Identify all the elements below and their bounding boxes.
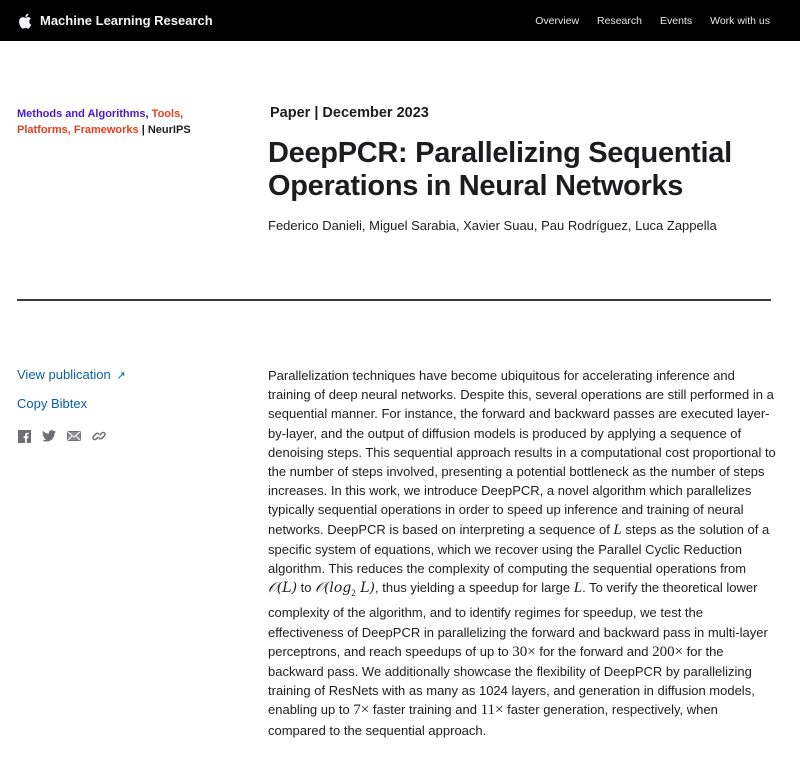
math-30x: 30× bbox=[512, 643, 536, 660]
nav-link-research[interactable]: Research bbox=[597, 14, 642, 27]
math-big-o-log2-L bbox=[315, 580, 375, 599]
authors-list: Federico Danieli, Miguel Sarabia, Xavier Suau, Pau Rodríguez, Luca Zappella bbox=[268, 218, 717, 233]
abstract-segment: to bbox=[297, 580, 316, 596]
math-expr: 𝒪(log bbox=[315, 580, 352, 597]
math-L bbox=[613, 522, 621, 538]
tag-tools-platforms-frameworks[interactable]: Tools, Platforms, Frameworks bbox=[17, 108, 184, 136]
venue-label: NeurIPS bbox=[147, 124, 191, 136]
tag-methods-and-algorithms[interactable]: Methods and Algorithms bbox=[17, 108, 146, 120]
brand-title: Machine Learning Research bbox=[40, 13, 213, 28]
venue-separator: | bbox=[138, 124, 148, 136]
math-var: L bbox=[573, 580, 583, 597]
math-var: L bbox=[613, 521, 622, 538]
external-arrow-icon: ↗ bbox=[116, 370, 126, 382]
copy-bibtex-button[interactable]: Copy Bibtex bbox=[17, 396, 88, 411]
main-nav bbox=[517, 0, 770, 41]
math-11x: 11× bbox=[480, 702, 504, 719]
publication-actions bbox=[17, 366, 217, 443]
view-publication-label: View publication bbox=[17, 367, 111, 382]
tag-separator: , bbox=[145, 108, 152, 120]
top-navigation-bar bbox=[0, 0, 800, 41]
brand-home-link[interactable] bbox=[18, 0, 213, 41]
nav-link-overview[interactable]: Overview bbox=[535, 14, 580, 27]
paper-kicker: Paper | December 2023 bbox=[270, 105, 429, 121]
view-publication-link[interactable] bbox=[17, 366, 217, 384]
math-expr: L) bbox=[355, 580, 375, 597]
abstract-segment: . To verify the theoretical lower complexity of the algorithm, and to identify regimes for speedup, we test the effectiveness of DeepPCR in parallelizing the forward and backward pass in multi-layer perceptrons, and reach speedups of up to bbox=[268, 580, 768, 659]
math-expr: 𝒪(L) bbox=[268, 580, 298, 597]
math-subscript: 2 bbox=[351, 588, 356, 599]
nav-link-events[interactable]: Events bbox=[659, 14, 693, 27]
twitter-icon[interactable] bbox=[42, 429, 56, 443]
abstract-segment: faster generation, respectively, when compared to the sequential approach. bbox=[268, 702, 718, 738]
page-title: DeepPCR: Parallelizing Sequential Operations in Neural Networks bbox=[268, 137, 732, 202]
topic-tags bbox=[17, 106, 217, 138]
abstract-segment: for the backward pass. We additionally showcase the flexibility of DeepPCR by parallelizing training of ResNets with as many as 1024 layers, and generation in diffusion models, enabling up to bbox=[268, 643, 755, 718]
abstract-segment: steps as the solution of a specific system of equations, which we recover using the Parallel Cyclic Reduction algorithm. This reduces the complexity of computing the sequential operations from bbox=[268, 521, 770, 577]
math-200x: 200× bbox=[652, 643, 684, 660]
abstract-segment: faster training and bbox=[369, 702, 481, 718]
math-L bbox=[574, 580, 582, 596]
section-divider bbox=[17, 299, 771, 301]
nav-link-work-with-us[interactable]: Work with us bbox=[710, 14, 770, 27]
abstract-segment: , thus yielding a speedup for large bbox=[375, 580, 574, 596]
abstract-text bbox=[268, 366, 778, 740]
math-big-o-L bbox=[268, 580, 297, 596]
share-buttons bbox=[17, 429, 217, 443]
email-icon[interactable] bbox=[67, 429, 81, 443]
abstract-segment: Parallelization techniques have become ubiquitous for accelerating inference and training of deep neural networks. Despite this, several operations are still performed in a sequential manner. For instance, the forward and backward passes are executed layer-by-layer, and the output of diffusion models is produced by applying a sequence of denoising steps. This sequential approach results in a computational cost proportional to the number of steps involved, presenting a potential bottleneck as the number of steps increases. In this work, we introduce DeepPCR, a novel algorithm which parallelizes typically sequential operations in order to speed up inference and training of neural networks. DeepPCR is based on interpreting a sequence of bbox=[268, 368, 776, 537]
abstract-segment: for the forward and bbox=[535, 643, 653, 659]
math-7x: 7× bbox=[353, 702, 370, 719]
facebook-icon[interactable] bbox=[17, 429, 31, 443]
link-icon[interactable] bbox=[92, 429, 106, 443]
apple-logo-icon bbox=[18, 13, 32, 29]
